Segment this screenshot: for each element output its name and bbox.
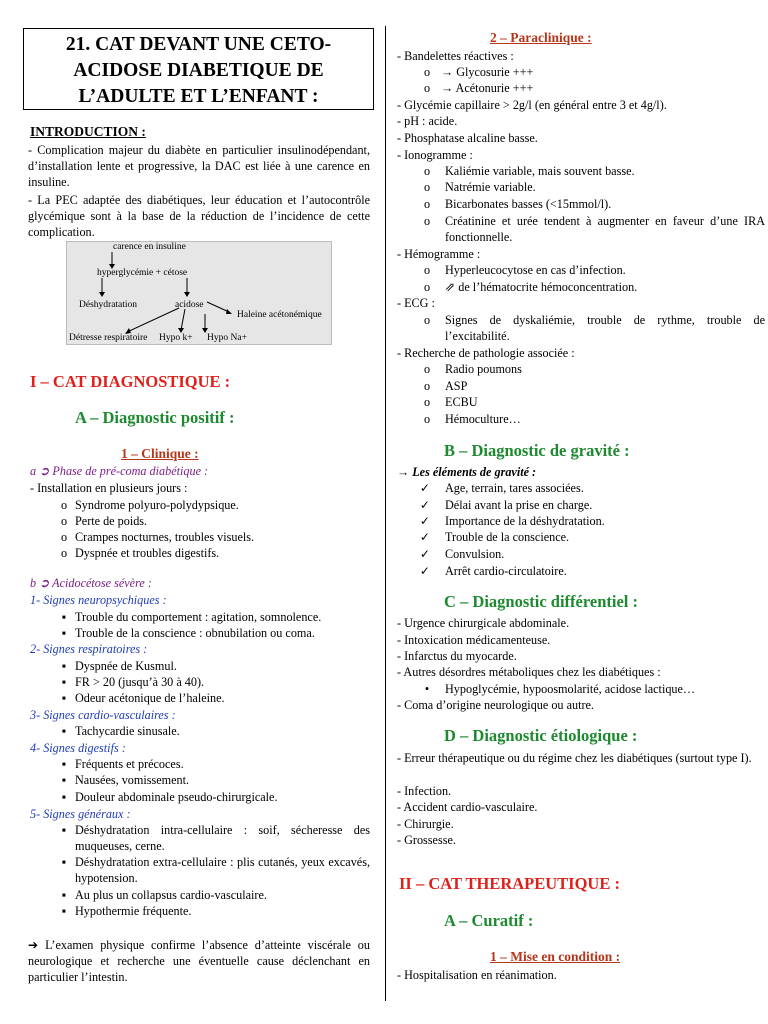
list-item: Dyspnée de Kusmul. bbox=[75, 659, 177, 673]
diff-line: - Coma d’origine neurologique ou autre. bbox=[397, 698, 594, 712]
list-item: Kaliémie variable, mais souvent basse. bbox=[445, 164, 635, 178]
diagnostic-gravite-heading: B – Diagnostic de gravité : bbox=[444, 441, 630, 460]
circle-bullet-icon: o bbox=[423, 280, 431, 294]
circle-bullet-icon: o bbox=[423, 412, 431, 426]
ecg-line: - ECG : bbox=[397, 296, 435, 310]
gravite-subheading: → Les éléments de gravité : bbox=[397, 465, 537, 479]
square-bullet-icon: ▪ bbox=[61, 904, 67, 918]
list-item: Age, terrain, tares associées. bbox=[445, 481, 584, 495]
dot-bullet-icon: • bbox=[424, 682, 430, 696]
etio-line: - Accident cardio-vasculaire. bbox=[397, 800, 538, 814]
square-bullet-icon: ▪ bbox=[61, 773, 67, 787]
square-bullet-icon: ▪ bbox=[61, 691, 67, 705]
check-icon: ✓ bbox=[419, 481, 431, 495]
acidocetose-heading: b ➲ Acidocétose sévère : bbox=[30, 576, 152, 590]
check-icon: ✓ bbox=[419, 547, 431, 561]
paraclinique-heading: 2 – Paraclinique : bbox=[490, 30, 592, 45]
square-bullet-icon: ▪ bbox=[61, 626, 67, 640]
glycemie-line: - Glycémie capillaire > 2g/l (en général entre 3 et 4g/l). bbox=[397, 98, 667, 112]
check-icon: ✓ bbox=[419, 514, 431, 528]
list-item: Odeur acétonique de l’haleine. bbox=[75, 691, 225, 705]
diagram-node-haleine: Haleine acétonémique bbox=[237, 310, 322, 320]
square-bullet-icon: ▪ bbox=[61, 888, 67, 902]
square-bullet-icon: ▪ bbox=[61, 675, 67, 689]
list-item: FR > 20 (jusqu’à 30 à 40). bbox=[75, 675, 205, 689]
pathophysiology-diagram bbox=[66, 241, 332, 345]
square-bullet-icon: ▪ bbox=[61, 610, 67, 624]
circle-bullet-icon: o bbox=[60, 546, 68, 560]
etio-line: - Infection. bbox=[397, 784, 452, 798]
list-item: Hémoculture… bbox=[445, 412, 521, 426]
circle-bullet-icon: o bbox=[423, 214, 431, 228]
square-bullet-icon: ▪ bbox=[61, 659, 67, 673]
section-2-heading: II – CAT THERAPEUTIQUE : bbox=[399, 874, 620, 893]
circle-bullet-icon: o bbox=[423, 263, 431, 277]
diagram-node-acidose: acidose bbox=[175, 300, 204, 310]
ph-line: - pH : acide. bbox=[397, 114, 458, 128]
signes-generaux-heading: 5- Signes généraux : bbox=[30, 807, 131, 821]
list-item: Hypothermie fréquente. bbox=[75, 904, 192, 918]
mise-en-condition-heading: 1 – Mise en condition : bbox=[490, 949, 621, 964]
list-item: Déshydratation extra-cellulaire : plis cutanés, yeux excavés, hypotension. bbox=[75, 855, 370, 886]
diagram-node-hypona: Hypo Na+ bbox=[207, 333, 247, 343]
diff-line: - Infarctus du myocarde. bbox=[397, 649, 517, 663]
circle-bullet-icon: o bbox=[60, 530, 68, 544]
examen-physique-note: ➔ L’examen physique confirme l’absence d’atteinte viscérale ou neurologique et recherche une éventuelle cause déclenchant en particulier l’intestin. bbox=[28, 938, 370, 985]
list-item: Hyperleucocytose en cas d’infection. bbox=[445, 263, 626, 277]
intro-paragraph-1: - Complication majeur du diabète en particulier insulinodépendant, d’installation lente et progressive, la DAC est liée à une carence en insuline. bbox=[28, 143, 370, 190]
installation-line: - Installation en plusieurs jours : bbox=[30, 481, 188, 495]
list-item: Fréquents et précoces. bbox=[75, 757, 184, 771]
list-item: Syndrome polyuro-polydypsique. bbox=[75, 498, 239, 512]
intro-paragraph-2: - La PEC adaptée des diabétiques, leur éducation et l’autocontrôle glycémique sont à la base de la réduction de l’incidence de cette complication. bbox=[28, 193, 370, 240]
square-bullet-icon: ▪ bbox=[61, 757, 67, 771]
circle-bullet-icon: o bbox=[423, 197, 431, 211]
list-item: → Acétonurie +++ bbox=[441, 81, 534, 95]
signes-neuro-heading: 1- Signes neuropsychiques : bbox=[30, 593, 167, 607]
diagnostic-etiologique-heading: D – Diagnostic étiologique : bbox=[444, 726, 638, 745]
clinique-heading: 1 – Clinique : bbox=[121, 446, 199, 461]
list-item: Crampes nocturnes, troubles visuels. bbox=[75, 530, 255, 544]
list-item: Convulsion. bbox=[445, 547, 505, 561]
list-item: Trouble de la conscience. bbox=[445, 530, 570, 544]
etio-line: - Chirurgie. bbox=[397, 817, 454, 831]
list-item: ECBU bbox=[445, 395, 478, 409]
diagram-node-deshydratation: Déshydratation bbox=[79, 300, 138, 310]
intro-heading: INTRODUCTION : bbox=[30, 124, 146, 139]
list-item: → Glycosurie +++ bbox=[441, 65, 534, 79]
diagram-node-hyperglycemie: hyperglycémie + cétose bbox=[97, 268, 188, 278]
bandelettes-line: - Bandelettes réactives : bbox=[397, 49, 514, 63]
list-item: Radio poumons bbox=[445, 362, 522, 376]
circle-bullet-icon: o bbox=[60, 498, 68, 512]
hospitalisation-line: - Hospitalisation en réanimation. bbox=[397, 968, 557, 982]
list-item: Créatinine et urée tendent à augmenter en faveur d’une IRA fonctionnelle. bbox=[445, 214, 765, 245]
signes-digestifs-heading: 4- Signes digestifs : bbox=[30, 741, 126, 755]
section-1-heading: I – CAT DIAGNOSTIQUE : bbox=[30, 372, 231, 391]
list-item: Au plus un collapsus cardio-vasculaire. bbox=[75, 888, 267, 902]
etio-line: - Grossesse. bbox=[397, 833, 456, 847]
list-item: Natrémie variable. bbox=[445, 180, 536, 194]
diff-line: - Urgence chirurgicale abdominale. bbox=[397, 616, 570, 630]
circle-bullet-icon: o bbox=[423, 313, 431, 327]
list-item: ASP bbox=[445, 379, 468, 393]
list-item: Hypoglycémie, hypoosmolarité, acidose lactique… bbox=[445, 682, 696, 696]
curatif-heading: A – Curatif : bbox=[444, 911, 534, 930]
circle-bullet-icon: o bbox=[423, 362, 431, 376]
list-item: Importance de la déshydratation. bbox=[445, 514, 605, 528]
ionogramme-line: - Ionogramme : bbox=[397, 148, 473, 162]
diagnostic-positif-heading: A – Diagnostic positif : bbox=[75, 408, 235, 427]
list-item: Bicarbonates basses (<15mmol/l). bbox=[445, 197, 612, 211]
hemogramme-line: - Hémogramme : bbox=[397, 247, 481, 261]
square-bullet-icon: ▪ bbox=[61, 724, 67, 738]
recherche-line: - Recherche de pathologie associée : bbox=[397, 346, 575, 360]
diagram-node-detresse: Détresse respiratoire bbox=[69, 333, 148, 343]
phosphatase-line: - Phosphatase alcaline basse. bbox=[397, 131, 538, 145]
list-item: Dyspnée et troubles digestifs. bbox=[75, 546, 220, 560]
diff-line: - Intoxication médicamenteuse. bbox=[397, 633, 551, 647]
list-item: Délai avant la prise en charge. bbox=[445, 498, 593, 512]
list-item: Tachycardie sinusale. bbox=[75, 724, 180, 738]
check-icon: ✓ bbox=[419, 498, 431, 512]
check-icon: ✓ bbox=[419, 564, 431, 578]
square-bullet-icon: ▪ bbox=[61, 823, 67, 837]
circle-bullet-icon: o bbox=[423, 180, 431, 194]
list-item: Douleur abdominale pseudo-chirurgicale. bbox=[75, 790, 278, 804]
diagnostic-differentiel-heading: C – Diagnostic différentiel : bbox=[444, 592, 638, 611]
list-item: Perte de poids. bbox=[75, 514, 148, 528]
list-item: Nausées, vomissement. bbox=[75, 773, 190, 787]
circle-bullet-icon: o bbox=[423, 379, 431, 393]
list-item: Arrêt cardio-circulatoire. bbox=[445, 564, 567, 578]
square-bullet-icon: ▪ bbox=[61, 790, 67, 804]
circle-bullet-icon: o bbox=[423, 65, 431, 79]
list-item: Signes de dyskaliémie, trouble de rythme, trouble de l’excitabilité. bbox=[445, 313, 765, 344]
list-item: Déshydratation intra-cellulaire : soif, sécheresse des muqueuses, cerne. bbox=[75, 823, 370, 854]
diagram-node-carence: carence en insuline bbox=[113, 242, 186, 252]
square-bullet-icon: ▪ bbox=[61, 855, 67, 869]
list-item: ⇗ de l’hématocrite hémoconcentration. bbox=[445, 280, 638, 294]
circle-bullet-icon: o bbox=[423, 81, 431, 95]
signes-cardio-heading: 3- Signes cardio-vasculaires : bbox=[30, 708, 176, 722]
circle-bullet-icon: o bbox=[423, 395, 431, 409]
diagram-node-hypok: Hypo k+ bbox=[159, 333, 193, 343]
column-divider bbox=[385, 26, 386, 1001]
diagram-arrows bbox=[67, 242, 333, 346]
circle-bullet-icon: o bbox=[60, 514, 68, 528]
etio-line: - Erreur thérapeutique ou du régime chez les diabétiques (surtout type I). bbox=[397, 751, 752, 765]
circle-bullet-icon: o bbox=[423, 164, 431, 178]
phase-precoma-heading: a ➲ Phase de pré-coma diabétique : bbox=[30, 464, 209, 478]
check-icon: ✓ bbox=[419, 530, 431, 544]
page-title: 21. CAT DEVANT UNE CETO-ACIDOSE DIABETIQUE DE L’ADULTE ET L’ENFANT : bbox=[23, 28, 374, 110]
signes-resp-heading: 2- Signes respiratoires : bbox=[30, 642, 148, 656]
list-item: Trouble du comportement : agitation, somnolence. bbox=[75, 610, 322, 624]
list-item: Trouble de la conscience : obnubilation ou coma. bbox=[75, 626, 315, 640]
diff-line: - Autres désordres métaboliques chez les diabétiques : bbox=[397, 665, 661, 679]
